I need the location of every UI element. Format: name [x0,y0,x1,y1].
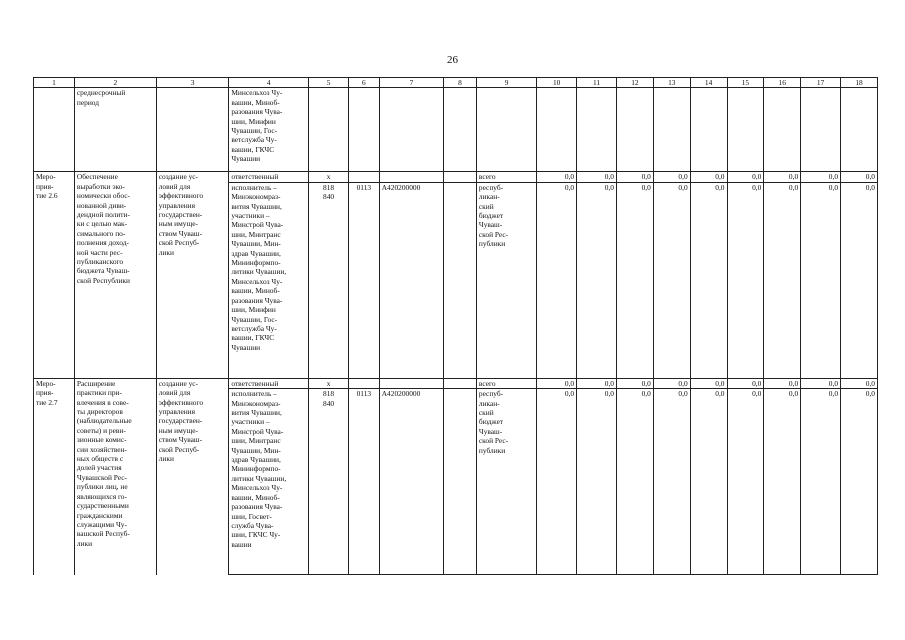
source-cell: респуб- ликан- ский бюджет Чуваш- ской Рес- публики [476,182,536,378]
value-cell: 0,0 [690,182,727,378]
value-cell: 0,0 [537,378,577,388]
responsible-cell: исполнитель – Минэкономраз- вития Чувашии, участники – Минстрой Чува- шии, Минтранс Чувашии, Мин- здрав Чувашии, Мининформпо- литики Чувашии, Минсельхоз Чу- вашии, Миноб- разования Чува- шии, Госвет- служба Чува- шии, ГКЧС Чу- вашии [229,389,309,575]
responsible-cell: исполнитель – Минэкономраз- вития Чувашии, участники – Минстрой Чува- шии, Минтранс Чувашии, Мин- здрав Чувашии, Мининформпо- литики Чувашии, Минсельхоз Чу- вашии, Миноб- разования Чува- шии, Минфин Чувашии, Гос- ветслужба Чу- вашии, ГКЧС Чувашии [229,182,309,378]
value-cell: 0,0 [727,182,764,378]
value-cell: 0,0 [653,182,690,378]
value-cell: 0,0 [577,182,617,378]
vr-cell [444,182,477,378]
column-header: 16 [764,78,801,88]
column-header: 18 [841,78,878,88]
value-cell: 0,0 [653,389,690,575]
grbs-total-cell: х [309,378,349,388]
value-cell: 0,0 [653,172,690,182]
column-number-row [34,78,878,88]
grbs-cell: 818 840 [309,389,349,575]
column-header: 17 [801,78,841,88]
value-cell: 0,0 [577,172,617,182]
column-header: 14 [690,78,727,88]
value-cell: 0,0 [537,182,577,378]
responsible-cell: ответственный [229,378,309,388]
value-cell: 0,0 [764,182,801,378]
value-cell: 0,0 [841,378,878,388]
column-header: 13 [653,78,690,88]
value-cell: 0,0 [801,172,841,182]
value-cell: 0,0 [727,378,764,388]
continuation-row [34,88,878,172]
value-cell: 0,0 [764,378,801,388]
source-total-cell: всего [476,378,536,388]
value-cell: 0,0 [727,172,764,182]
value-cell: 0,0 [617,378,654,388]
value-cell: 0,0 [801,389,841,575]
column-header: 12 [617,78,654,88]
column-header: 15 [727,78,764,88]
measure-name-cell: Расширение практики при- влечения в сове- ты директоров (наблюдательные советы) и реви- зионные комис- сии хозяйствен- ных обществ с долей участия Чувашской Рес- публики лиц, не являющихся го- сударственными гражданскими служащими Чу- вашской Респуб- лики [74,378,156,574]
value-cell: 0,0 [690,378,727,388]
value-cell: 0,0 [764,172,801,182]
value-cell: 0,0 [617,172,654,182]
measure-goal-cell: создание ус- ловий для эффективного управления государствен- ным имуще- ством Чуваш- ской Респуб- лики [156,172,229,378]
value-cell: 0,0 [690,172,727,182]
value-cell: 0,0 [690,389,727,575]
column-header: 8 [444,78,477,88]
source-cell: респуб- ликан- ский бюджет Чуваш- ской Рес- публики [476,389,536,575]
column-header: 1 [34,78,75,88]
value-cell: 0,0 [577,378,617,388]
rzpr-cell: 0113 [349,389,380,575]
value-cell: 0,0 [617,182,654,378]
value-cell: 0,0 [617,389,654,575]
measure-name-cell: Обеспечение выработки эко- номически обос- нованной диви- дендной полити- ки с целью мак- симального по- полнения доход- ной части рес- публиканского бюджета Чуваш- ской Республики [74,172,156,378]
column-header: 9 [476,78,536,88]
value-cell: 0,0 [537,172,577,182]
grbs-total-cell: х [309,172,349,182]
value-cell: 0,0 [801,378,841,388]
column-header: 6 [349,78,380,88]
vr-cell [444,389,477,575]
measure-goal-cell: создание ус- ловий для эффективного управления государствен- ным имуще- ством Чуваш- ской Респуб- лики [156,378,229,574]
continuation-responsible-cell: Минсельхоз Чу- вашии, Миноб- разования Чува- шии, Минфин Чувашии, Гос- ветслужба Чу- вашии, ГКЧС Чувашии [229,88,309,172]
source-total-cell: всего [476,172,536,182]
value-cell: 0,0 [727,389,764,575]
column-header: 4 [229,78,309,88]
column-header: 11 [577,78,617,88]
value-cell: 0,0 [764,389,801,575]
value-cell: 0,0 [577,389,617,575]
value-cell: 0,0 [653,378,690,388]
column-header: 5 [309,78,349,88]
continuation-name-cell: среднесрочный период [74,88,156,172]
measure-total-row [34,378,878,388]
csr-cell: А420200000 [379,182,443,378]
value-cell: 0,0 [537,389,577,575]
value-cell: 0,0 [841,182,878,378]
csr-cell: А420200000 [379,389,443,575]
responsible-cell: ответственный [229,172,309,182]
measure-total-row [34,172,878,182]
value-cell: 0,0 [841,172,878,182]
grbs-cell: 818 840 [309,182,349,378]
rzpr-cell: 0113 [349,182,380,378]
measure-code-cell: Меро- прия- тие 2.6 [34,172,75,378]
page-number: 26 [447,54,458,66]
program-activities-table [33,77,878,575]
column-header: 3 [156,78,229,88]
value-cell: 0,0 [801,182,841,378]
measure-code-cell: Меро- прия- тие 2.7 [34,378,75,574]
value-cell: 0,0 [841,389,878,575]
column-header: 2 [74,78,156,88]
column-header: 7 [379,78,443,88]
column-header: 10 [537,78,577,88]
